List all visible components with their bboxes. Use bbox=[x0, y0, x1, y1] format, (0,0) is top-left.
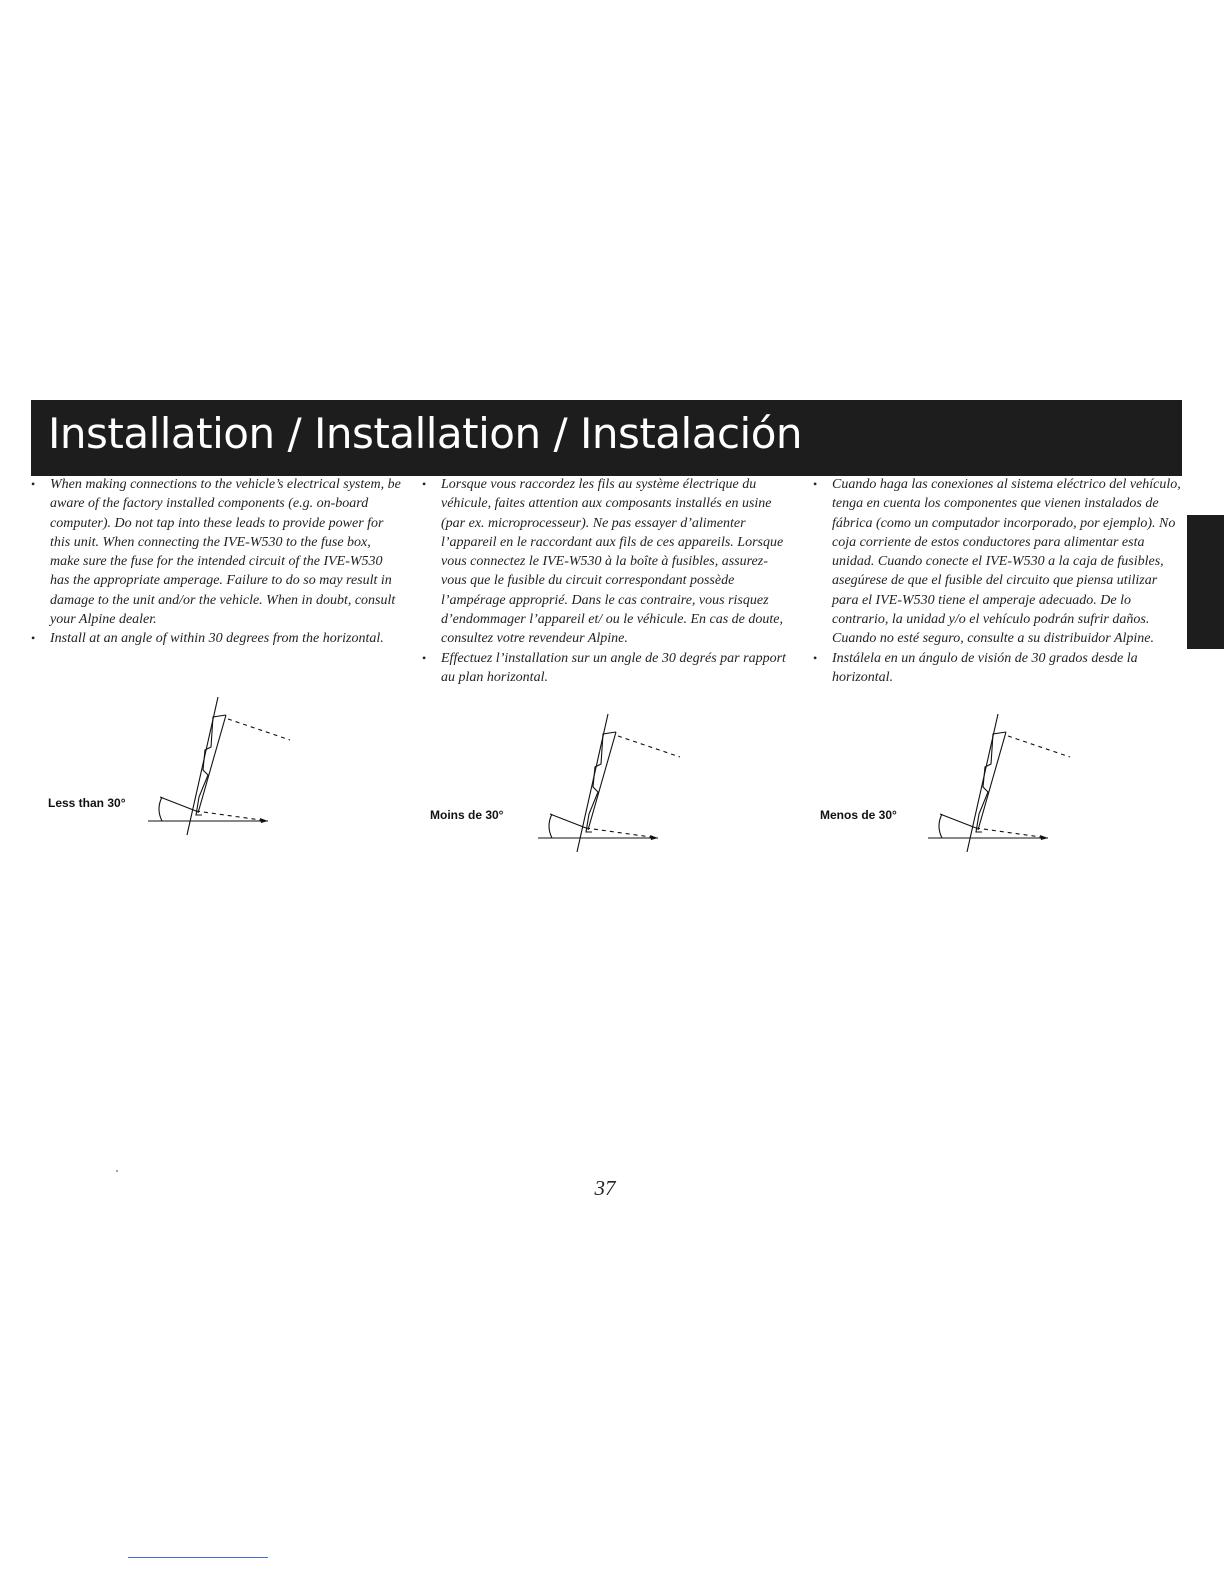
bullet-item: • Effectuez l’installation sur un angle de 30 degrés par rapport au plan horizontal. bbox=[422, 649, 792, 688]
bullet-item: • Instálela en un ángulo de visión de 30 grados desde la horizontal. bbox=[813, 649, 1185, 688]
installation-angle-diagram bbox=[530, 712, 690, 852]
bullet-item: • Cuando haga las conexiones al sistema eléctrico del vehículo, tenga en cuenta los componentes que vienen instalados de fábrica (como un computador incorporado, por ejemplo). No coja corriente de estos conductores para alimentar esta unidad. Cuando conecte el IVE-W530 a la caja de fusibles, asegúrese de que el fusible del circuito que piensa utilizar para el IVE-W530 tiene el amperaje adecuado. De lo contrario, la unidad y/o el vehículo podrán sufrir daños. Cuando no esté seguro, consulte a su distribuidor Alpine. bbox=[813, 475, 1185, 649]
installation-angle-diagram bbox=[920, 712, 1080, 852]
bullet-item: • Install at an angle of within 30 degrees from the horizontal. bbox=[31, 629, 401, 648]
column-french bbox=[422, 475, 792, 687]
angle-label: Menos de 30° bbox=[820, 808, 897, 822]
section-tab-marker bbox=[1187, 515, 1224, 649]
bullet-item: • When making connections to the vehicle’s electrical system, be aware of the factory installed components (e.g. on-board computer). Do not tap into these leads to provide power for this unit. When connecting the IVE-W530 to the fuse box, make sure the fuse for the intended circuit of the IVE-W530 has the appropriate amperage. Failure to do so may result in damage to the unit and/or the vehicle. When in doubt, consult your Alpine dealer. bbox=[31, 475, 401, 629]
page-number: 37 bbox=[594, 1176, 616, 1200]
column-spanish bbox=[813, 475, 1185, 687]
scan-speck bbox=[116, 1170, 118, 1172]
installation-angle-diagram bbox=[140, 695, 300, 835]
angle-label: Moins de 30° bbox=[430, 808, 504, 822]
column-english bbox=[31, 475, 401, 649]
bullet-item: • Lorsque vous raccordez les fils au système électrique du véhicule, faites attention aux composants installés en usine (par ex. microprocesseur). Ne pas essayer d’alimenter l’appareil en le raccordant aux fils de ces appareils. Lorsque vous connectez le IVE-W530 à la boîte à fusibles, assurez-vous que le fusible du circuit correspondant possède l’ampérage approprié. Dans le cas contraire, vous risquez d’endommager l’appareil et/ ou le véhicule. En cas de doute, consultez votre revendeur Alpine. bbox=[422, 475, 792, 649]
angle-label: Less than 30° bbox=[48, 796, 126, 810]
footer-rule bbox=[128, 1557, 268, 1558]
section-title: Installation / Installation / Instalación bbox=[48, 409, 803, 458]
